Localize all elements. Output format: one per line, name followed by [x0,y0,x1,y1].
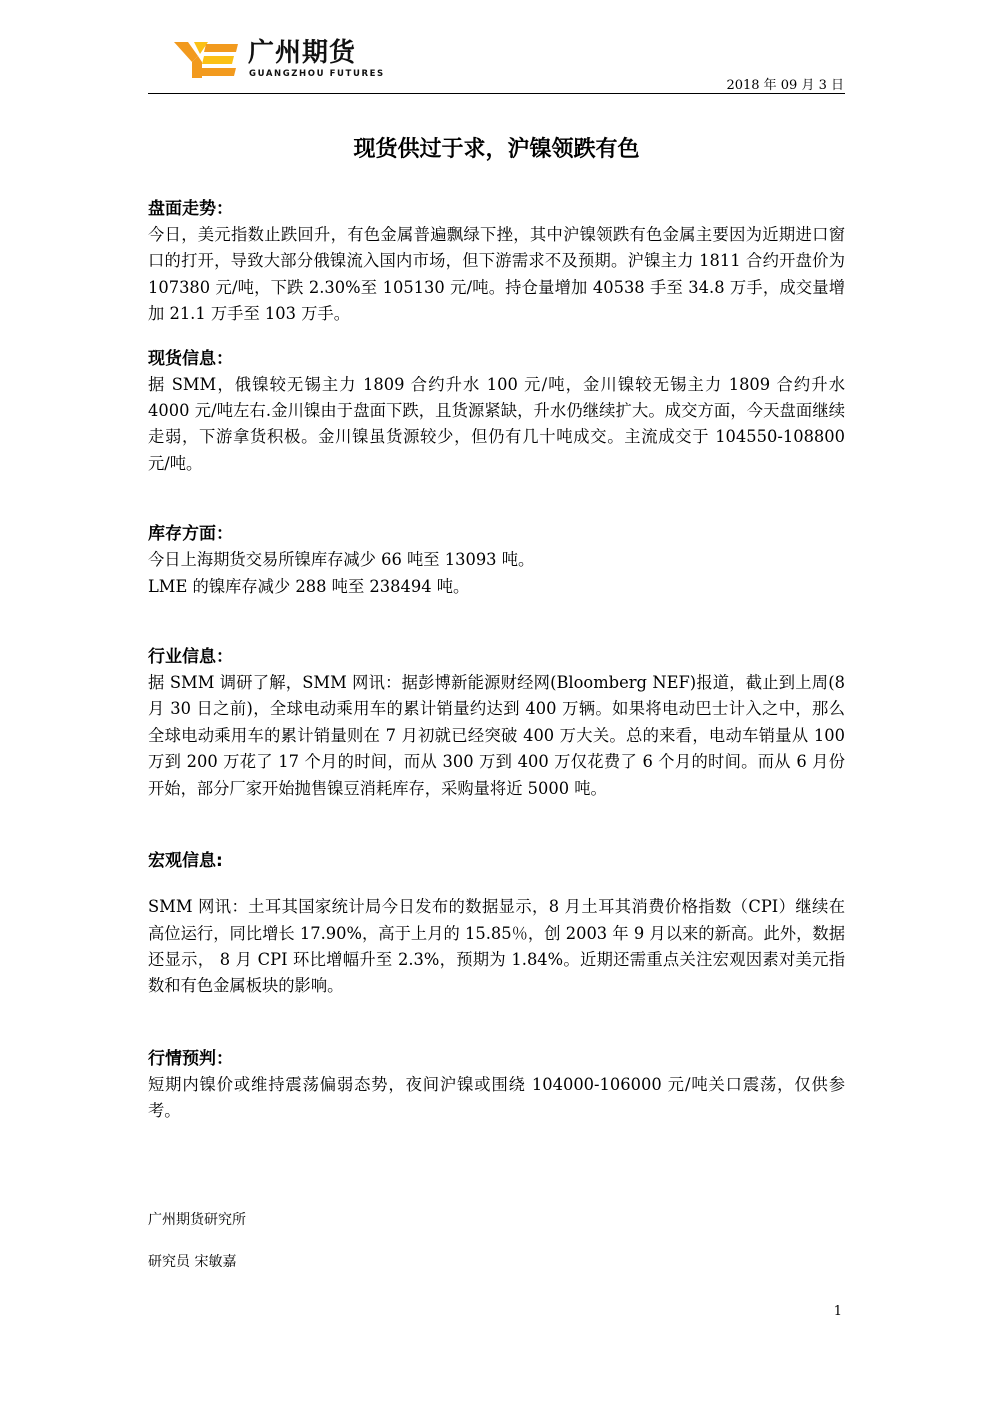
page-number: 1 [833,1304,842,1319]
section-paragraph: 据 SMM 调研了解，SMM 网讯：据彭博新能源财经网(Bloomberg NEF)报道，截止到上周(8 月 30 日之前)，全球电动乘用车的累计销量约达到 400 万辆。如果将电动巴士计入之中，那么全球电动乘用车的累计销量则在 7 月初就已经突破 400 万大关。总的来看，电动车销量从 100 万到 200 万花了 17 个月的时间，而从 300 万到 400 万仅花费了 6 个月的时间。而从 6 月份开始，部分厂家开始抛售镍豆消耗库存，采购量将近 5000 吨。 [148,673,845,798]
section-heading-outlook: 行情预判： [148,1048,233,1069]
section-heading-market-trend: 盘面走势： [148,199,233,219]
section-line: LME 的镍库存减少 288 吨至 238494 吨。 [148,576,470,596]
section-line: 今日上海期货交易所镍库存减少 66 吨至 13093 吨。 [148,550,535,570]
logo-mark-icon [172,40,240,80]
logo-text-en: GUANGZHOU FUTURES [249,69,385,79]
section-heading-industry-info: 行业信息： [148,647,233,668]
institute-name: 广州期货研究所 [148,1212,246,1228]
report-date: 2018 年 09 月 3 日 [726,78,844,93]
researcher-name: 研究员 宋敏嘉 [148,1254,237,1270]
header-divider [148,93,845,94]
company-logo [172,38,385,82]
report-body [148,196,845,1125]
section-paragraph: 据 SMM，俄镍较无锡主力 1809 合约升水 100 元/吨，金川镍较无锡主力 1809 合约升水 4000 元/吨左右.金川镍由于盘面下跌，且货源紧缺，升水仍继续扩大。成交方面，今天盘面继续走弱，下游拿货积极。金川镍虽货源较少，但仍有几十吨成交。主流成交于 104550-108800 元/吨。 [148,374,845,473]
report-footer [148,1210,246,1294]
section-paragraph: 短期内镍价或维持震荡偏弱态势，夜间沪镍或围绕 104000-106000 元/吨关口震荡，仅供参考。 [148,1074,845,1121]
section-heading-macro-info: 宏观信息: [148,851,223,872]
section-paragraph: 今日，美元指数止跌回升，有色金属普遍飘绿下挫，其中沪镍领跌有色金属主要因为近期进口窗口的打开，导致大部分俄镍流入国内市场，但下游需求不及预期。沪镍主力 1811 合约开盘价为 107380 元/吨，下跌 2.30%至 105130 元/吨。持仓量增加 40538 手至 34.8 万手，成交量增加 21.1 万手至 103 万手。 [148,225,845,324]
report-title: 现货供过于求，沪镍领跌有色 [353,137,640,162]
section-heading-spot-info: 现货信息： [148,348,233,369]
section-paragraph: SMM 网讯：土耳其国家统计局今日发布的数据显示，8 月土耳其消费价格指数（CPI）继续在高位运行，同比增长 17.90%，高于上月的 15.85％，创 2003 年 9 月以来的新高。此外，数据还显示， 8 月 CPI 环比增幅升至 2.3%，预期为 1.84%。近期还需重点关注宏观因素对美元指数和有色金属板块的影响。 [148,897,845,996]
logo-text-cn: 广州期货 [248,38,357,68]
section-heading-inventory: 库存方面： [148,524,233,545]
